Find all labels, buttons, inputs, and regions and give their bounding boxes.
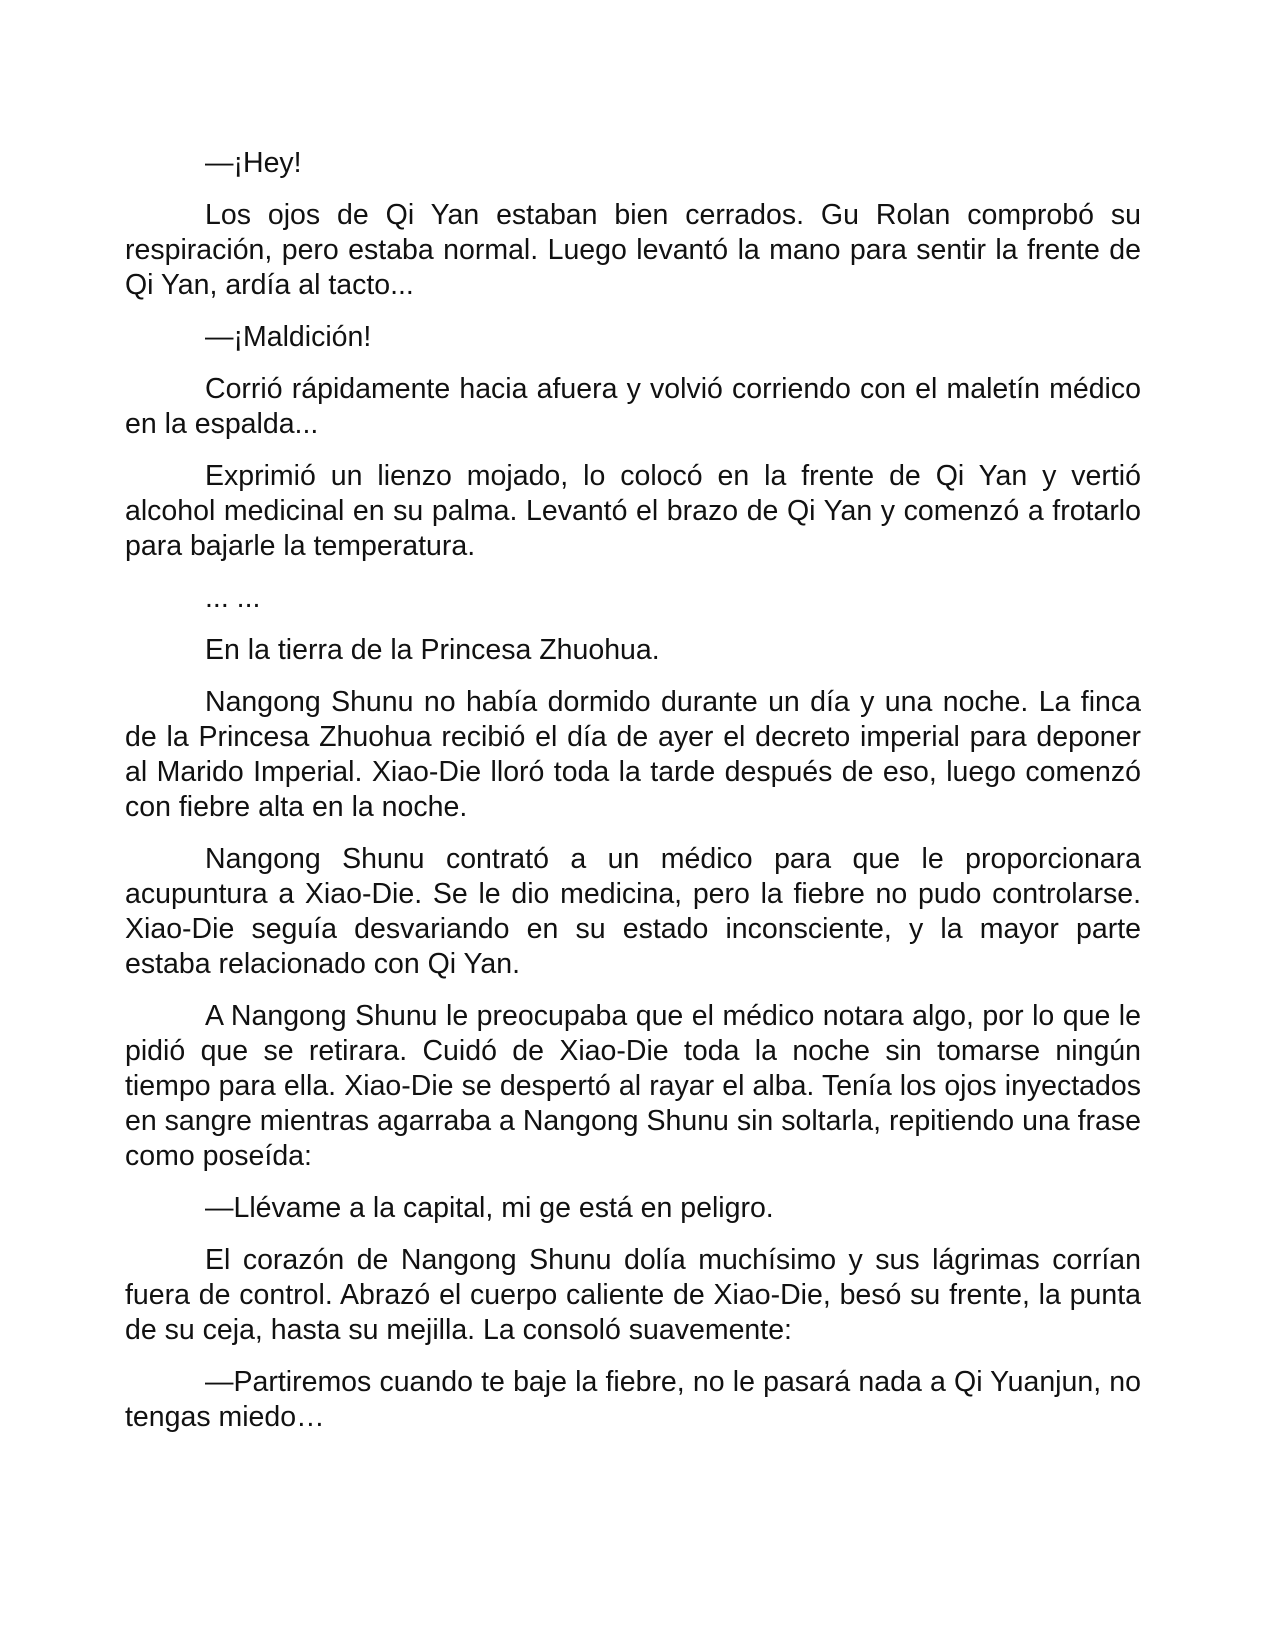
paragraph-7: Nangong Shunu no había dormido durante un día y una noche. La finca de la Princesa Zhuohua recibió el día de ayer el decreto imperial para deponer al Marido Imperial. Xiao-Die lloró toda la tarde después de eso, luego comenzó con fiebre alta en la noche. [125, 686, 1141, 823]
paragraph-2: Los ojos de Qi Yan estaban bien cerrados. Gu Rolan comprobó su respiración, pero estaba normal. Luego levantó la mano para sentir la frente de Qi Yan, ardía al tacto... [125, 199, 1141, 301]
paragraph-11: El corazón de Nangong Shunu dolía muchísimo y sus lágrimas corrían fuera de control. Abrazó el cuerpo caliente de Xiao-Die, besó su frente, la punta de su ceja, hasta su mejilla. La consoló suavemente: [125, 1244, 1141, 1346]
paragraph-4: Corrió rápidamente hacia afuera y volvió corriendo con el maletín médico en la espalda... [125, 373, 1141, 440]
paragraph-6: En la tierra de la Princesa Zhuohua. [205, 634, 660, 666]
paragraph-5: Exprimió un lienzo mojado, lo colocó en la frente de Qi Yan y vertió alcohol medicinal en su palma. Levantó el brazo de Qi Yan y comenzó a frotarlo para bajarle la temperatura. [125, 460, 1141, 562]
scene-break: ... ... [205, 582, 261, 614]
body-text [125, 146, 1141, 1452]
paragraph-3: —¡Maldición! [205, 321, 372, 353]
paragraph-10: —Llévame a la capital, mi ge está en peligro. [205, 1192, 774, 1224]
paragraph-12: —Partiremos cuando te baje la fiebre, no le pasará nada a Qi Yuanjun, no tengas miedo… [125, 1366, 1141, 1433]
paragraph-8: Nangong Shunu contrató a un médico para que le proporcionara acupuntura a Xiao-Die. Se le dio medicina, pero la fiebre no pudo controlarse. Xiao-Die seguía desvariando en su estado inconsciente, y la mayor parte estaba relacionado con Qi Yan. [125, 843, 1141, 980]
paragraph-1: —¡Hey! [205, 147, 302, 179]
paragraph-9: A Nangong Shunu le preocupaba que el médico notara algo, por lo que le pidió que se retirara. Cuidó de Xiao-Die toda la noche sin tomarse ningún tiempo para ella. Xiao-Die se despertó al rayar el alba. Tenía los ojos inyectados en sangre mientras agarraba a Nangong Shunu sin soltarla, repitiendo una frase como poseída: [125, 1000, 1141, 1172]
